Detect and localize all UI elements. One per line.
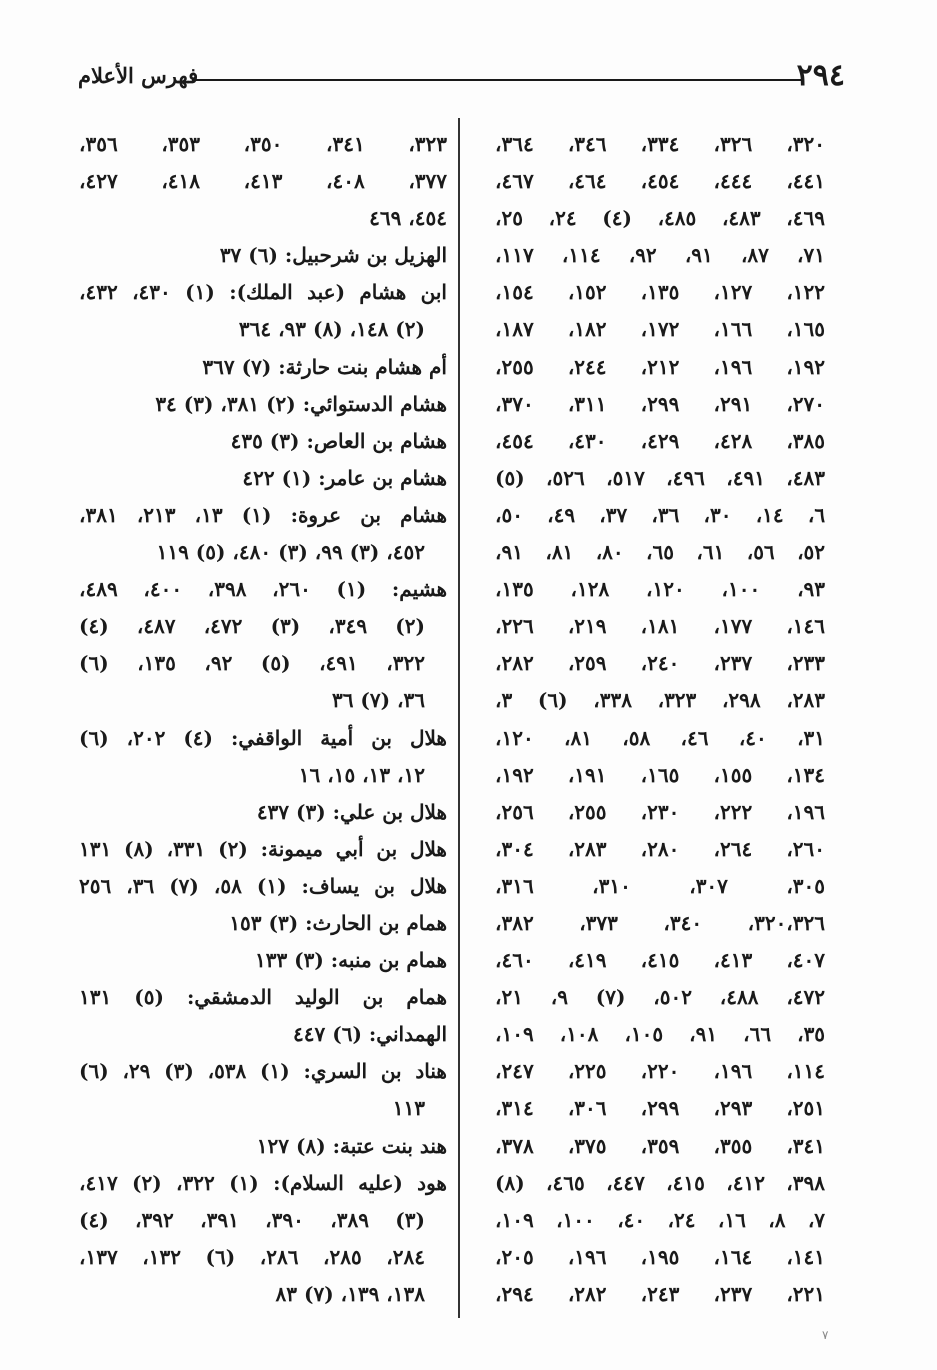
index-entry-line: هشام بن العاص: (٣) ٤٣٥ [230, 428, 447, 453]
index-line: ٣٠٥، ٣٠٧، ٣١٠، ٣١٦، [495, 873, 825, 898]
index-line: ٢٦٠، ٢٦٤، ٢٨٠، ٢٨٣، ٣٠٤، [495, 836, 825, 861]
index-entry-line: الهمداني: (٦) ٤٤٧ [293, 1022, 447, 1047]
index-line: ٧، ٨، ١٦، ٢٤، ٤٠، ١٠٠، ١٠٩، [495, 1207, 825, 1232]
index-line: ٥٢، ٥٦، ٦١، ٦٥، ٨٠، ٨١، ٩١، [495, 540, 825, 565]
index-continuation-line: ٤٥٢، (٣) ٩٩، (٣) ٤٨٠، (٥) ١١٩ [156, 540, 425, 565]
index-continuation-line: (٢) ١٤٨، (٨) ٩٣، ٣٦٤ [238, 317, 425, 342]
index-line: ١٤١، ١٦٤، ١٩٥، ١٩٦، ٢٠٥، [495, 1244, 825, 1269]
index-line: ١٦٥، ١٦٦، ١٧٢، ١٨٢، ١٨٧، [495, 317, 825, 342]
column-divider [458, 118, 460, 1318]
index-line: ١٤٦، ١٧٧، ١٨١، ٢١٩، ٢٢٦، [495, 614, 825, 639]
index-entry-line: هشام الدستوائي: (٢) ٣٨١، (٣) ٣٤ [155, 391, 447, 416]
index-entry-line: هلال بن علي: (٣) ٤٣٧ [256, 799, 447, 824]
index-line: ١٢٢، ١٢٧، ١٣٥، ١٥٢، ١٥٤، [495, 280, 825, 305]
index-line: ٢٣٣، ٢٣٧، ٢٤٠، ٢٥٩، ٢٨٢، [495, 651, 825, 676]
index-continuation-line: ٢٨٤، ٢٨٥، ٢٨٦، (٦) ١٣٢، ١٣٧، [79, 1244, 425, 1269]
index-line: ٦، ١٤، ٣٠، ٣٦، ٣٧، ٤٩، ٥٠، [495, 502, 825, 527]
index-entry-line: هلال بن يساف: (١) ٥٨، (٧) ٣٦، ٢٥٦ [79, 873, 447, 898]
index-line: ٣٢٠،٣٢٦، ٣٤٠، ٣٧٣، ٣٨٢، [495, 910, 825, 935]
index-continuation-line: ١١٣ [392, 1096, 425, 1121]
index-line: ٣١، ٤٠، ٤٦، ٥٨، ٨١، ١٢٠، [495, 725, 825, 750]
index-line: ٤٦٩، ٤٨٣، ٤٨٥، (٤) ٢٤، ٢٥، [495, 206, 825, 231]
index-continuation-line: (٣) ٣٨٩، ٣٩٠، ٣٩١، ٣٩٢، (٤) [79, 1207, 425, 1232]
index-line: ٣٢٠، ٣٢٦، ٣٣٤، ٣٤٦، ٣٦٤، [495, 132, 825, 156]
index-line: ٣٥، ٦٦، ٩١، ١٠٥، ١٠٨، ١٠٩، [495, 1022, 825, 1047]
index-entry-line: ٣٢٣، ٣٤١، ٣٥٠، ٣٥٣، ٣٥٦، [79, 132, 447, 156]
index-continuation-line: ١٢، ١٣، ١٥، ١٦ [298, 762, 425, 787]
index-entry-line: همام بن الوليد الدمشقي: (٥) ١٣١ [79, 985, 447, 1010]
index-entry-line: الهزيل بن شرحبيل: (٦) ٣٧ [219, 243, 447, 268]
index-continuation-line: ٣٦، (٧) ٣٦ [331, 688, 425, 713]
index-line: ٣٩٨، ٤١٢، ٤١٥، ٤٤٧، ٤٦٥، (٨) [495, 1170, 825, 1195]
index-line: ٣٨٥، ٤٢٨، ٤٢٩، ٤٣٠، ٤٥٤، [495, 428, 825, 453]
index-column-right [495, 126, 825, 1313]
index-line: ٤٧٢، ٤٨٨، ٥٠٢، (٧) ٩، ٢١، [495, 985, 825, 1010]
index-line: ٢٢١، ٢٣٧، ٢٤٣، ٢٨٢، ٢٩٤، [495, 1281, 825, 1306]
index-line: ١٩٦، ٢٢٢، ٢٣٠، ٢٥٥، ٢٥٦، [495, 799, 825, 824]
index-line: ٤٠٧، ٤١٣، ٤١٥، ٤١٩، ٤٦٠، [495, 948, 825, 973]
page-number: ٢٩٤ [796, 58, 845, 93]
index-entry-line: ٤٥٤، ٤٦٩ [369, 206, 447, 231]
index-line: ١٩٢، ١٩٦، ٢١٢، ٢٤٤، ٢٥٥، [495, 354, 825, 379]
index-line: ٩٣، ١٠٠، ١٢٠، ١٢٨، ١٣٥، [495, 577, 825, 602]
index-continuation-line: (٢) ٣٤٩، (٣) ٤٧٢، ٤٨٧، (٤) [79, 614, 425, 639]
index-entry-line: هناد بن السري: (١) ٥٣٨، (٣) ٢٩، (٦) [79, 1059, 447, 1084]
index-entry-line: أم هشام بنت حارثة: (٧) ٣٦٧ [202, 354, 447, 379]
footer-mark: ٧ [822, 1328, 829, 1342]
running-title: فهرس الأعلام [78, 63, 199, 88]
index-line: ٢٥١، ٢٩٣، ٢٩٩، ٣٠٦، ٣١٤، [495, 1096, 825, 1121]
index-line: ٢٧٠، ٢٩١، ٢٩٩، ٣١١، ٣٧٠، [495, 391, 825, 416]
index-entry-line: هند بنت عتبة: (٨) ١٢٧ [256, 1133, 447, 1158]
index-entry-line: ٣٧٧، ٤٠٨، ٤١٣، ٤١٨، ٤٢٧، [79, 169, 447, 194]
index-line: ٣٤١، ٣٥٥، ٣٥٩، ٣٧٥، ٣٧٨، [495, 1133, 825, 1158]
index-line: ٧١، ٨٧، ٩١، ٩٢، ١١٤، ١١٧، [495, 243, 825, 268]
index-entry-line: هشيم: (١) ٢٦٠، ٣٩٨، ٤٠٠، ٤٨٩، [79, 577, 447, 602]
index-entry-line: ابن هشام (عبد الملك): (١) ٤٣٠، ٤٣٢، [79, 280, 447, 305]
index-entry-line: هلال بن أبي ميمونة: (٢) ٣٣١، (٨) ١٣١ [79, 836, 447, 861]
index-entry-line: هود (عليه السلام): (١) ٣٢٢، (٢) ٤١٧، [79, 1170, 447, 1195]
index-entry-line: هشام بن عروة: (١) ١٣، ٢١٣، ٣٨١، [79, 502, 447, 527]
index-line: ٢٨٣، ٢٩٨، ٣٢٣، ٣٣٨، (٦) ٣، [495, 688, 825, 713]
index-entry-line: همام بن الحارث: (٣) ١٥٣ [229, 910, 447, 935]
index-line: ١٣٤، ١٥٥، ١٦٥، ١٩١، ١٩٢، [495, 762, 825, 787]
index-entry-line: همام بن منبه: (٣) ١٣٣ [254, 948, 447, 973]
index-line: ١١٤، ١٩٦، ٢٢٠، ٢٢٥، ٢٤٧، [495, 1059, 825, 1084]
index-column-left [79, 126, 447, 1313]
header-rule [192, 79, 802, 81]
index-continuation-line: ١٣٨، ١٣٩، (٧) ٨٣ [275, 1281, 425, 1306]
index-entry-line: هشام بن عامر: (١) ٤٢٢ [242, 465, 447, 490]
index-entry-line: هلال بن أمية الواقفي: (٤) ٢٠٢، (٦) [79, 725, 447, 750]
index-line: ٤٨٣، ٤٩١، ٤٩٦، ٥١٧، ٥٢٦، (٥) [495, 465, 825, 490]
index-line: ٤٤١، ٤٤٤، ٤٥٤، ٤٦٤، ٤٦٧، [495, 169, 825, 194]
index-continuation-line: ٣٢٢، ٤٩١، (٥) ٩٢، ١٣٥، (٦) [79, 651, 425, 676]
